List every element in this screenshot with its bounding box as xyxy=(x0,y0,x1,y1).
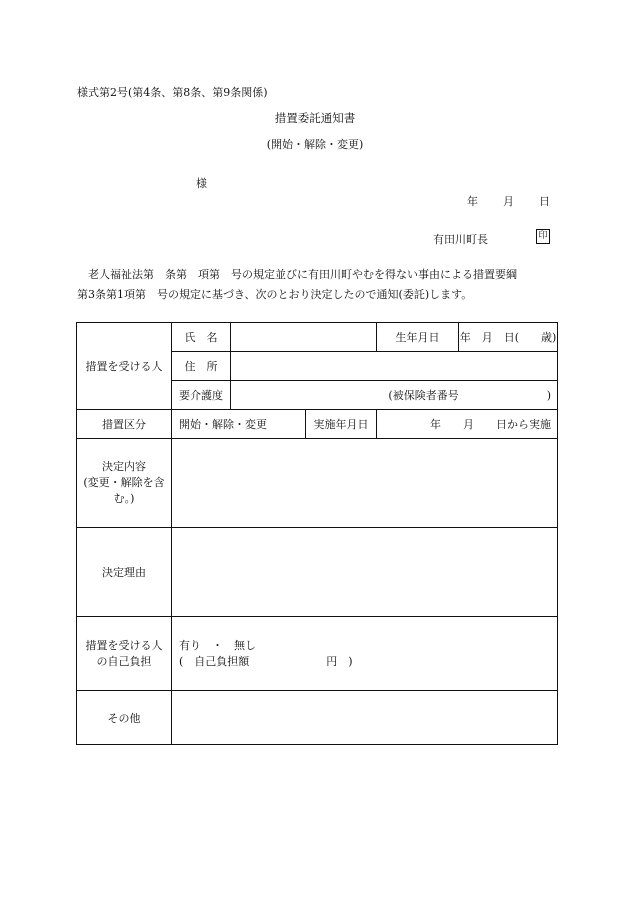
person-label: 措置を受ける人 xyxy=(77,323,172,410)
form-number-label: 様式第2号(第4条、第8条、第9条関係) xyxy=(77,86,268,99)
recipient-suffix: 様 xyxy=(196,177,207,190)
body-text xyxy=(77,265,557,305)
insured-number-field[interactable]: (被保険者番号 ) xyxy=(231,381,558,410)
decision-label xyxy=(77,439,172,528)
burden-label xyxy=(77,617,172,691)
date-month: 月 xyxy=(503,195,514,208)
notice-table xyxy=(76,322,558,745)
date-day: 日 xyxy=(539,195,550,208)
document-subtitle: (開始・解除・変更) xyxy=(266,138,364,151)
burden-yes-no[interactable]: 有り ・ 無し xyxy=(179,638,256,652)
issuer-title: 有田川町長 xyxy=(433,233,488,246)
burden-amount[interactable]: ( 自己負担額 円 ) xyxy=(179,654,353,668)
address-label: 住 所 xyxy=(172,352,231,381)
burden-label-line-1: 措置を受ける人 xyxy=(85,638,163,652)
category-options[interactable]: 開始・解除・変更 xyxy=(172,410,306,439)
burden-label-line-2: の自己負担 xyxy=(96,654,152,668)
body-line-1: 老人福祉法第 条第 項第 号の規定並びに有田川町やむを得ない事由による措置要綱 xyxy=(88,268,517,281)
other-field[interactable] xyxy=(172,691,558,745)
birthdate-label: 生年月日 xyxy=(377,323,459,352)
burden-field[interactable] xyxy=(172,617,558,691)
date-line xyxy=(467,193,550,209)
decision-label-line-3: む。) xyxy=(113,492,135,505)
body-line-2: 第3条第1項第 号の規定に基づき、次のとおり決定したので通知(委託)します。 xyxy=(77,288,473,301)
seal-mark: 印 xyxy=(536,229,550,244)
category-label: 措置区分 xyxy=(77,410,172,439)
document-title: 措置委託通知書 xyxy=(274,111,356,125)
decision-label-line-1: 決定内容 xyxy=(102,460,146,473)
reason-field[interactable] xyxy=(172,528,558,617)
name-label: 氏 名 xyxy=(172,323,231,352)
care-level-label: 要介護度 xyxy=(172,381,231,410)
implementation-date-label: 実施年月日 xyxy=(306,410,377,439)
name-field[interactable] xyxy=(231,323,377,352)
birthdate-field[interactable]: 年 月 日( 歳) xyxy=(459,323,558,352)
reason-label: 決定理由 xyxy=(77,528,172,617)
date-year: 年 xyxy=(467,195,478,208)
other-label: その他 xyxy=(77,691,172,745)
implementation-date-field[interactable]: 年 月 日から実施 xyxy=(377,410,558,439)
address-field[interactable] xyxy=(231,352,558,381)
decision-label-line-2: (変更・解除を含 xyxy=(83,476,165,489)
decision-content-field[interactable] xyxy=(172,439,558,528)
